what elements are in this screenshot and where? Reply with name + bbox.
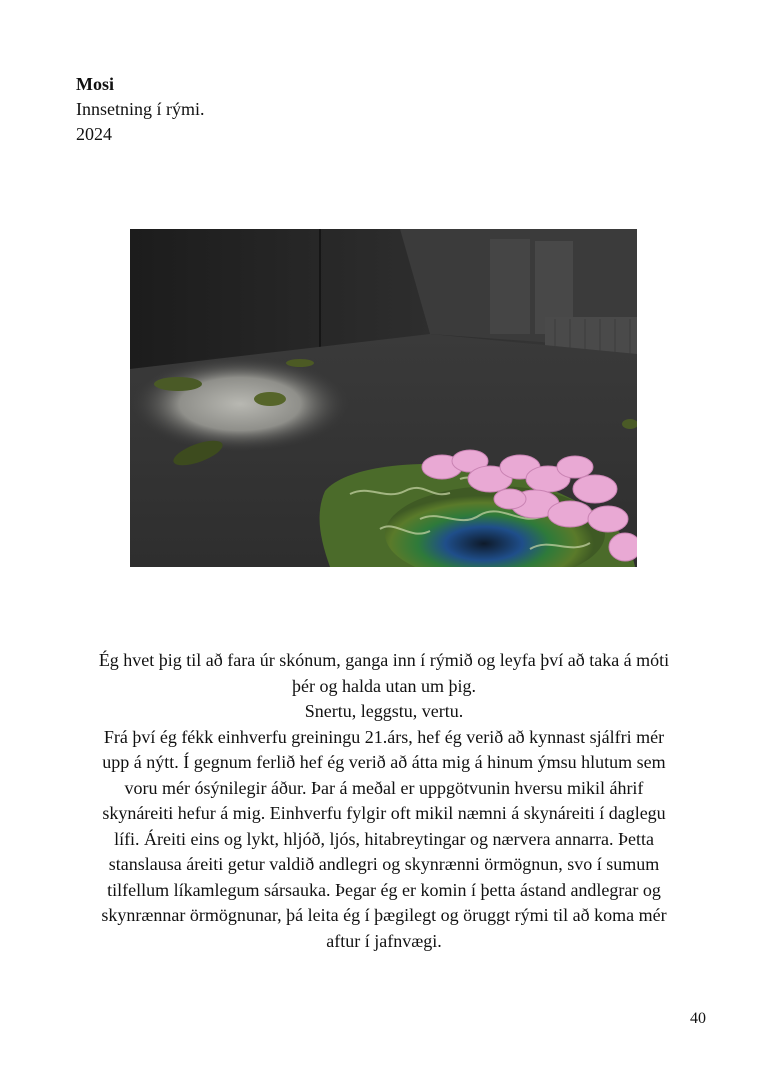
body-line: skynáreiti hefur á mig. Einhverfu fylgir oft mikil næmni á skynáreiti í daglegu (102, 803, 666, 823)
artwork-title: Mosi (76, 74, 114, 94)
body-line: upp á nýtt. Í gegnum ferlið hef ég verið að átta mig á hinum ýmsu hlutum sem (102, 752, 666, 772)
body-line: stanslausa áreiti getur valdið andlegri og skynrænni örmögnun, svo í sumum (108, 854, 660, 874)
body-line: aftur í jafnvægi. (326, 930, 442, 951)
body-line: þér og halda utan um þig. (292, 675, 476, 696)
body-line: Frá því ég fékk einhverfu greiningu 21.árs, hef ég verið að kynnast sjálfri mér (103, 726, 665, 747)
installation-photo (130, 229, 637, 567)
body-line: skynrænnar örmögnunar, þá leita ég í þægilegt og öruggt rými til að koma mér (101, 905, 667, 925)
body-line: Ég hvet þig til að fara úr skónum, ganga inn í rýmið og leyfa því að taka á móti (98, 650, 670, 670)
page-number: 40 (690, 1010, 706, 1027)
installation-photo-graphic (130, 229, 637, 567)
header (76, 72, 205, 147)
body-line: Snertu, leggstu, vertu. (304, 701, 464, 721)
artwork-subtitle: Innsetning í rými. (76, 99, 205, 119)
body-line: voru mér ósýnilegir áður. Þar á meðal er uppgötvunin hversu mikil áhrif (124, 777, 644, 798)
body-line: lífi. Áreiti eins og lykt, hljóð, ljós, hitabreytingar og nærvera annarra. Þetta (114, 828, 654, 849)
artwork-year: 2024 (76, 124, 112, 144)
body-line: tilfellum líkamlegum sársauka. Þegar ég er komin í þetta ástand andlegrar og (107, 879, 661, 900)
body-text (78, 648, 690, 954)
